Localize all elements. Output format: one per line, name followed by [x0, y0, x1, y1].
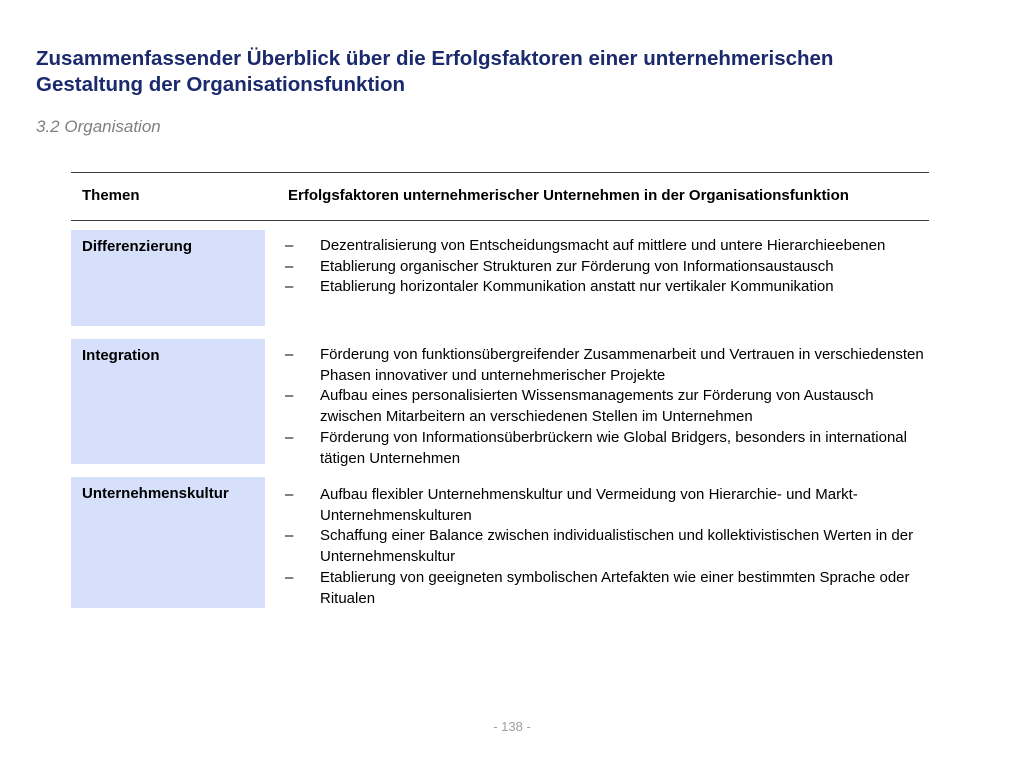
list-item-text: Förderung von Informationsüberbrückern wie Global Bridgers, besonders in international tätigen Unternehmen [320, 428, 907, 467]
theme-box-differenzierung: Differenzierung [71, 230, 265, 326]
list-item-text: Aufbau flexibler Unternehmenskultur und Vermeidung von Hierarchie- und Markt-Unternehmenskulturen [320, 486, 858, 524]
list-item [285, 485, 935, 526]
bullet-list-differenzierung [285, 236, 935, 298]
dash-bullet: – [285, 428, 294, 446]
column-header-themes: Themen [82, 187, 140, 204]
dash-bullet: – [285, 568, 294, 586]
list-item [285, 345, 935, 386]
dash-bullet: – [285, 486, 294, 503]
bullet-list-integration [285, 345, 935, 469]
list-item [285, 568, 935, 609]
dash-bullet: – [285, 527, 294, 545]
list-item-text: Etablierung horizontaler Kommunikation anstatt nur vertikaler Kommunikation [320, 278, 834, 296]
list-item-text: Dezentralisierung von Entscheidungsmacht auf mittlere und untere Hierarchieebenen [320, 237, 886, 254]
list-item-text: Etablierung organischer Strukturen zur Förderung von Informationsaustausch [320, 257, 834, 275]
table-top-rule [71, 172, 929, 173]
dash-bullet: – [285, 257, 294, 275]
table-header-rule [71, 220, 929, 221]
column-header-success-factors: Erfolgsfaktoren unternehmerischer Unternehmen in der Organisationsfunktion [288, 187, 849, 204]
list-item [285, 277, 935, 298]
theme-box-unternehmenskultur: Unternehmenskultur [71, 477, 265, 608]
bullet-list-unternehmenskultur [285, 485, 935, 609]
page-title-line-1: Zusammenfassender Überblick über die Erfolgsfaktoren einer unternehmerischen [36, 47, 834, 70]
list-item-text: Schaffung einer Balance zwischen individualistischen und kollektivistischen Werten in der Unternehmenskultur [320, 527, 914, 566]
section-subtitle: 3.2 Organisation [36, 117, 161, 136]
page-title [36, 46, 996, 98]
list-item [285, 257, 935, 278]
list-item [285, 526, 935, 567]
page-number: - 138 - [493, 719, 531, 734]
theme-box-integration: Integration [71, 339, 265, 464]
list-item [285, 428, 935, 469]
list-item-text: Etablierung von geeigneten symbolischen Artefakten wie einer bestimmten Sprache oder Ritualen [320, 568, 910, 607]
list-item [285, 236, 935, 257]
dash-bullet: – [285, 278, 294, 296]
list-item-text: Aufbau eines personalisierten Wissensmanagements zur Förderung von Austausch zwischen Mitarbeitern an verschiedenen Stellen im Unternehmen [320, 387, 874, 426]
list-item-text: Förderung von funktionsübergreifender Zusammenarbeit und Vertrauen in verschiedensten Phasen innovativer und unternehmerischer Projekte [320, 346, 924, 384]
dash-bullet: – [285, 237, 294, 254]
page-title-line-2: Gestaltung der Organisationsfunktion [36, 73, 406, 96]
dash-bullet: – [285, 346, 294, 363]
dash-bullet: – [285, 387, 294, 405]
list-item [285, 386, 935, 427]
